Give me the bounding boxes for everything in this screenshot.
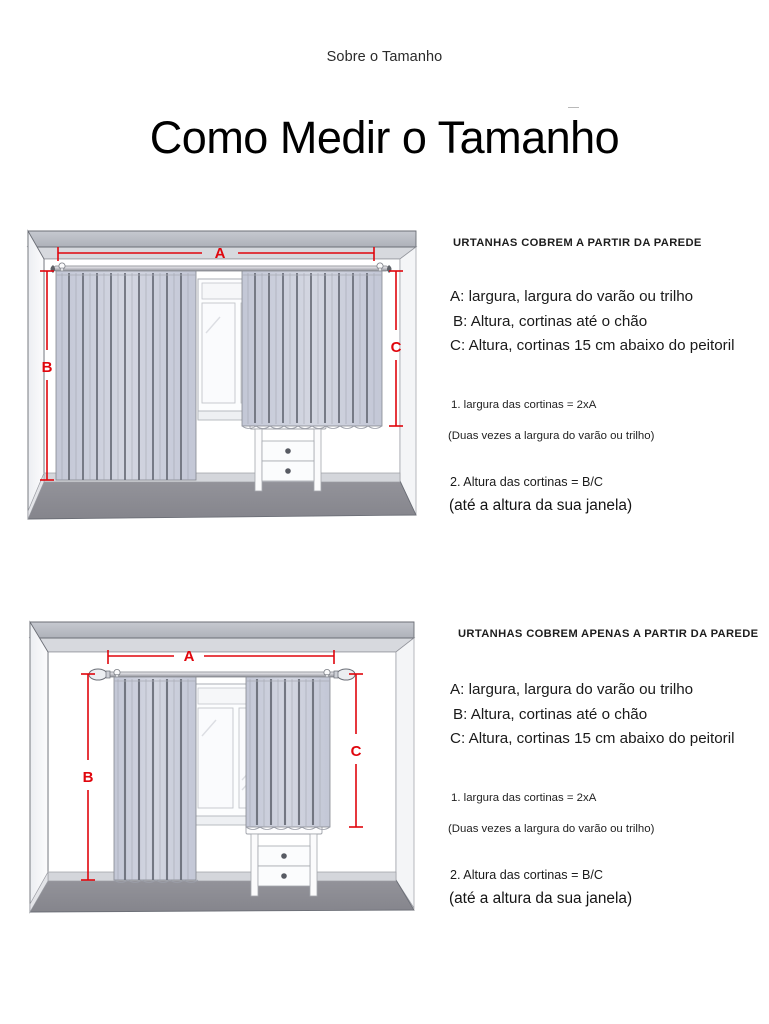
room-illustration-2: [22, 608, 422, 928]
note-height-formula: 2. Altura das cortinas = B/C: [450, 474, 603, 489]
page-eyebrow: Sobre o Tamanho: [326, 49, 443, 65]
floor: [28, 481, 416, 519]
curtain-right-sill-length: [246, 677, 330, 830]
note-width-formula: 1. largura das cortinas = 2xA: [451, 398, 597, 411]
legend-list: [444, 678, 766, 752]
section-heading: URTANHAS COBREM A PARTIR DA PAREDE: [453, 237, 702, 249]
ceiling: [30, 622, 414, 652]
dimension-c-label: C: [390, 339, 402, 356]
dimension-b-label: B: [82, 769, 94, 786]
note-height-formula: 2. Altura das cortinas = B/C: [450, 867, 603, 882]
note-width-explanation: (Duas vezes a largura do varão ou trilho): [448, 822, 655, 835]
floor: [30, 880, 414, 912]
right-side-wall: [400, 247, 416, 515]
notes-list: [444, 397, 764, 517]
section-heading: URTANHAS COBREM APENAS A PARTIR DA PAREDE: [458, 628, 759, 640]
legend-list: [444, 285, 764, 359]
info-panel-1: [444, 225, 764, 517]
note-height-explanation: (até a altura da sua janela): [449, 889, 633, 907]
curtain-left-floor-length: [114, 677, 198, 883]
page-title: Como Medir o Tamanho: [149, 112, 620, 163]
info-panel-2: [444, 608, 766, 910]
legend-item-a: A: largura, largura do varão ou trilho: [450, 681, 694, 698]
room-illustration-1: [22, 225, 422, 525]
note-width-formula: 1. largura das cortinas = 2xA: [451, 791, 597, 804]
dimension-b-label: B: [41, 359, 53, 376]
right-side-wall: [396, 638, 414, 908]
legend-item-a: A: largura, largura do varão ou trilho: [450, 288, 694, 305]
left-side-wall: [30, 622, 48, 912]
note-height-explanation: (até a altura da sua janela): [449, 496, 633, 514]
legend-item-c: C: Altura, cortinas 15 cm abaixo do peitoril: [450, 730, 735, 747]
note-width-explanation: (Duas vezes a largura do varão ou trilho): [448, 429, 655, 442]
legend-item-b: B: Altura, cortinas até o chão: [453, 312, 648, 330]
notes-list: [444, 790, 766, 910]
baseboard: [48, 872, 396, 881]
curtain-left-floor-length: [56, 271, 196, 480]
legend-item-c: C: Altura, cortinas 15 cm abaixo do peitoril: [450, 337, 735, 354]
stray-dash-artifact: [568, 107, 579, 108]
dimension-a-label: A: [183, 648, 195, 665]
measure-section-wall-only: [0, 608, 769, 943]
measure-section-floor-length: [0, 225, 769, 530]
curtain-right-sill-length: [242, 271, 382, 429]
legend-item-b: B: Altura, cortinas até o chão: [453, 705, 648, 723]
dimension-a-label: A: [214, 245, 226, 262]
dimension-c-label: C: [350, 743, 362, 760]
